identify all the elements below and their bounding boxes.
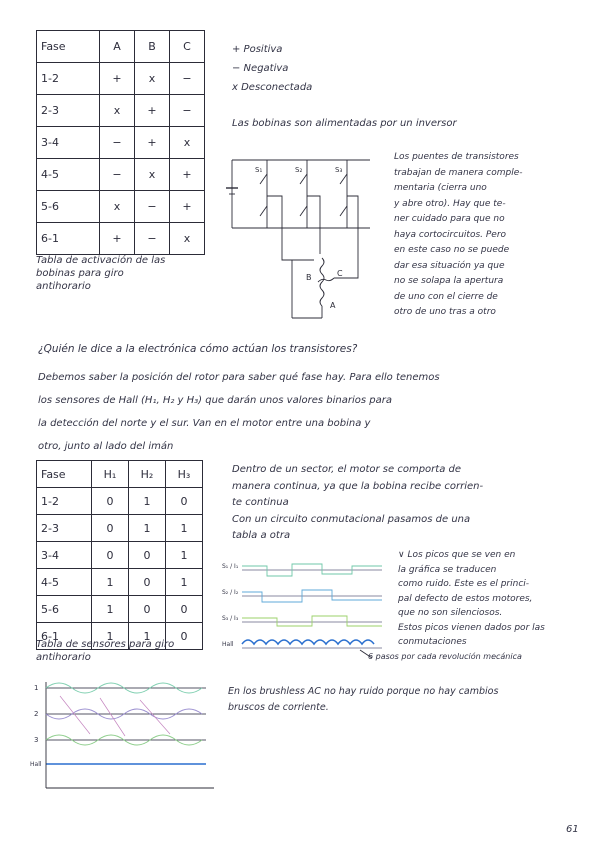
table-cell: 0 — [92, 515, 129, 542]
text-line: la detección del norte y el sur. Van en el motor entre una bobina y — [38, 418, 371, 429]
text-line: ∨ Los picos que se ven en — [398, 550, 516, 560]
table-cell: − — [135, 223, 170, 255]
hall-sensor-paragraph — [38, 366, 440, 458]
table-cell: 3-4 — [37, 127, 100, 159]
table-row — [37, 223, 205, 255]
table-row — [37, 127, 205, 159]
hall-waveform — [242, 640, 374, 644]
text-line: pal defecto de estos motores, — [398, 593, 533, 604]
text-line: Los puentes de transistores — [394, 152, 519, 162]
table-header-row — [37, 461, 203, 488]
table-cell: 0 — [166, 488, 203, 515]
text-line: mentaria (cierra uno — [394, 183, 487, 193]
table-cell: 2-3 — [37, 95, 100, 127]
table-cell: 0 — [92, 542, 129, 569]
text-line: En los brushless AC no hay ruido porque no hay cambios — [228, 686, 499, 697]
text-line: conmutaciones — [398, 637, 467, 647]
table-cell: 6-1 — [37, 223, 100, 255]
switch-icon — [260, 206, 267, 216]
text-line: trabajan de manera comple- — [394, 167, 523, 178]
table-cell: 1-2 — [37, 488, 92, 515]
coil-label: C — [337, 269, 343, 278]
table-cell: 1 — [92, 596, 129, 623]
text-line: haya cortocircuitos. Pero — [394, 229, 507, 240]
table-cell: x — [170, 223, 205, 255]
table-cell: 1 — [92, 569, 129, 596]
table-cell: + — [100, 63, 135, 95]
page-number: 61 — [566, 824, 579, 835]
table-row — [37, 63, 205, 95]
table-row — [37, 596, 203, 623]
text-line: Dentro de un sector, el motor se comporta de — [232, 464, 462, 475]
table-cell: − — [170, 95, 205, 127]
table-cell: 1 — [166, 515, 203, 542]
table-header-row — [37, 31, 205, 63]
inverter-note: Las bobinas son alimentadas por un inversor — [232, 118, 457, 129]
table1-caption: Tabla de activación de las bobinas para giro antihorario — [36, 255, 166, 292]
table-cell: 5-6 — [37, 596, 92, 623]
inverter-circuit-diagram — [222, 150, 380, 326]
wave-label: S₂ / I₂ — [222, 589, 239, 596]
legend-disconnected: x Desconectada — [232, 82, 313, 93]
table-cell: 0 — [166, 623, 203, 650]
coil-label: A — [330, 301, 336, 310]
table-cell: 1 — [166, 542, 203, 569]
header-cell: Fase — [37, 31, 100, 63]
wave-label: S₃ / I₃ — [222, 615, 239, 622]
switch-label: S₂ — [295, 166, 303, 174]
header-cell: C — [170, 31, 205, 63]
text-line: bruscos de corriente. — [228, 702, 329, 713]
table-cell: 0 — [129, 596, 166, 623]
switch-icon — [260, 174, 267, 184]
text-line: como ruido. Este es el princi- — [398, 579, 530, 589]
coil-label: B — [306, 273, 312, 282]
text-line: de uno con el cierre de — [394, 291, 498, 302]
switch-icon — [300, 206, 307, 216]
text-line: Estos picos vienen dados por las — [398, 622, 545, 633]
text-line: te continua — [232, 497, 289, 508]
switch-icon — [300, 174, 307, 184]
waveform-phase-3 — [242, 616, 382, 626]
header-cell: A — [100, 31, 135, 63]
text-line: otro de uno tras a otro — [394, 307, 496, 317]
header-cell: Fase — [37, 461, 92, 488]
header-cell: H₂ — [129, 461, 166, 488]
table-cell: 0 — [129, 569, 166, 596]
brushless-ac-note — [228, 684, 498, 716]
coil-icon — [318, 278, 334, 282]
table-cell: + — [170, 159, 205, 191]
text-line: otro, junto al lado del imán — [38, 441, 174, 452]
table-cell: − — [100, 127, 135, 159]
table-cell: 0 — [129, 542, 166, 569]
table-cell: 2-3 — [37, 515, 92, 542]
hall-sensor-table — [36, 460, 203, 650]
table-cell: + — [100, 223, 135, 255]
wave-label: Hall — [30, 761, 42, 768]
text-line: tabla a otra — [232, 530, 291, 541]
text-line: Con un circuito conmutacional pasamos de una — [232, 513, 471, 525]
question-heading: ¿Quién le dice a la electrónica cómo actúan los transistores? — [38, 343, 358, 355]
text-line: en este caso no se puede — [394, 245, 510, 255]
switch-icon — [340, 206, 347, 216]
table-row — [37, 488, 203, 515]
table-cell: 1 — [129, 488, 166, 515]
table-cell: 4-5 — [37, 159, 100, 191]
text-line: dar esa situación ya que — [394, 260, 505, 271]
table-row — [37, 515, 203, 542]
phase-waveform-sketch — [30, 676, 220, 796]
text-line: no se solapa la apertura — [394, 276, 504, 286]
wave-label: Hall — [222, 641, 234, 648]
text-line: que no son silenciosos. — [398, 608, 503, 618]
table-cell: 0 — [92, 488, 129, 515]
coil-icon — [320, 282, 324, 306]
text-line: la gráfica se traducen — [398, 564, 497, 575]
wave-label: 3 — [34, 736, 39, 744]
table-cell: 1 — [129, 623, 166, 650]
rotation-note: 6 pasos por cada revolución mecánica — [368, 652, 522, 661]
table2-caption: Tabla de sensores para giro antihorario — [36, 639, 175, 663]
header-cell: B — [135, 31, 170, 63]
table-cell: − — [135, 191, 170, 223]
legend-positive: + Positiva — [232, 44, 283, 55]
header-cell: H₃ — [166, 461, 203, 488]
table-cell: + — [170, 191, 205, 223]
switch-label: S₃ — [335, 166, 343, 174]
text-line: manera continua, ya que la bobina recibe corrien- — [232, 480, 484, 492]
table-cell: + — [135, 95, 170, 127]
coil-icon — [320, 258, 324, 282]
switch-label: S₁ — [255, 166, 263, 174]
text-line: Debemos saber la posición del rotor para saber qué fase hay. Para ello tenemos — [38, 372, 440, 383]
table-cell: x — [135, 159, 170, 191]
table-cell: − — [100, 159, 135, 191]
table-cell: 3-4 — [37, 542, 92, 569]
table-cell: 4-5 — [37, 569, 92, 596]
header-cell: H₁ — [92, 461, 129, 488]
table-cell: 5-6 — [37, 191, 100, 223]
text-line: los sensores de Hall (H₁, H₂ y H₃) que darán unos valores binarios para — [38, 395, 392, 406]
legend — [232, 40, 312, 97]
coil-activation-table — [36, 30, 205, 255]
table-cell: 0 — [166, 596, 203, 623]
table-cell: 6-1 — [37, 623, 92, 650]
table-row — [37, 159, 205, 191]
noise-note — [398, 548, 545, 650]
table-row — [37, 569, 203, 596]
text-line: ner cuidado para que no — [394, 214, 505, 224]
table-cell: 1 — [92, 623, 129, 650]
table-cell: x — [135, 63, 170, 95]
wave-label: S₁ / I₁ — [222, 563, 239, 570]
table-cell: 1 — [129, 515, 166, 542]
text-line: y abre otro). Hay que te- — [394, 198, 506, 209]
table-row — [37, 95, 205, 127]
wave-label: 2 — [34, 710, 39, 718]
commutation-paragraph — [232, 462, 483, 545]
commutation-waveform-sketch — [222, 552, 390, 664]
table-cell: x — [170, 127, 205, 159]
transistor-bridge-note — [394, 150, 522, 321]
table-cell: − — [170, 63, 205, 95]
table-cell: 1-2 — [37, 63, 100, 95]
table-row — [37, 191, 205, 223]
switch-icon — [340, 174, 347, 184]
legend-negative: − Negativa — [232, 63, 289, 74]
table-cell: x — [100, 95, 135, 127]
table-cell: + — [135, 127, 170, 159]
table-row — [37, 542, 203, 569]
wave-label: 1 — [34, 684, 39, 692]
table-cell: x — [100, 191, 135, 223]
table-cell: 1 — [166, 569, 203, 596]
